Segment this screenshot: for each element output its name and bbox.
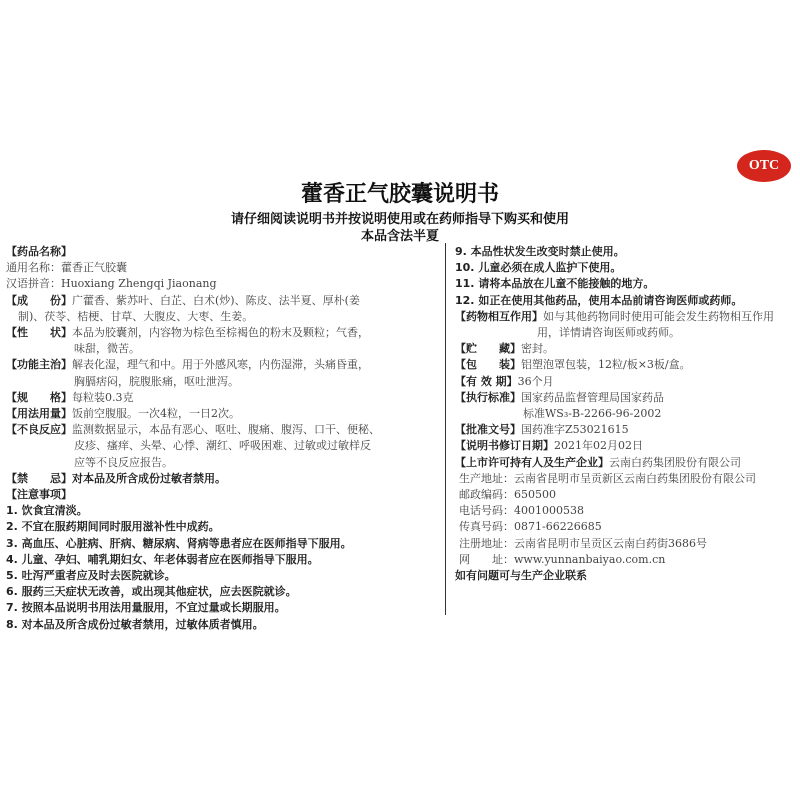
registered-address-value: 云南省昆明市呈贡区云南白药街3686号 [514, 536, 707, 550]
contact-note: 如有问题可与生产企业联系 [455, 569, 587, 583]
adverse-label: 【不良反应】 [6, 423, 72, 437]
package-label: 【包 装】 [455, 358, 521, 372]
usage-label: 【用法用量】 [6, 407, 72, 421]
otc-badge: OTC [737, 150, 791, 182]
ingredients-label: 【成 份】 [6, 293, 72, 307]
package-value: 铝塑泡罩包装，12粒/板×3板/盒。 [521, 358, 691, 372]
column-divider [445, 243, 446, 615]
interaction-label: 【药物相互作用】 [455, 309, 543, 323]
revision-date-value: 2021年02月02日 [554, 439, 643, 453]
precaution-item: 8. 对本品及所含成份过敏者禁用，过敏体质者慎用。 [6, 617, 264, 631]
website-label: 网 址： [459, 552, 514, 566]
precaution-item: 9. 本品性状发生改变时禁止使用。 [455, 245, 625, 258]
precaution-item: 10. 儿童必须在成人监护下使用。 [455, 261, 622, 275]
ingredients-line: 广藿香、紫苏叶、白芷、白术(炒)、陈皮、法半夏、厚朴(姜 [72, 293, 360, 307]
approval-value: 国药准字Z53021615 [521, 423, 629, 437]
precaution-item: 6. 服药三天症状无改善，或出现其他症状，应去医院就诊。 [6, 585, 297, 599]
usage-value: 饭前空腹服。一次4粒，一日2次。 [72, 407, 240, 421]
standard-label: 【执行标准】 [455, 390, 521, 404]
adverse-line: 皮疹、瘙痒、头晕、心悸、潮红、呼吸困难、过敏或过敏样反 [74, 439, 371, 453]
registered-address-label: 注册地址： [459, 536, 514, 550]
properties-label: 【性 状】 [6, 326, 72, 340]
adverse-line: 应等不良反应报告。 [74, 455, 173, 469]
precaution-item: 2. 不宜在服药期间同时服用滋补性中成药。 [6, 520, 220, 534]
precaution-item: 11. 请将本品放在儿童不能接触的地方。 [455, 277, 655, 291]
contraindications-value: 对本品及所含成份过敏者禁用。 [72, 471, 226, 485]
storage-label: 【贮 藏】 [455, 342, 521, 356]
drug-name-label: 【药品名称】 [6, 245, 72, 258]
properties-line: 味甜，微苦。 [74, 342, 140, 356]
adverse-line: 监测数据显示，本品有恶心、呕吐、腹痛、腹泻、口干、便秘、 [72, 423, 380, 437]
spec-value: 每粒装0.3克 [72, 390, 134, 404]
postal-value: 650500 [514, 488, 556, 502]
fax-label: 传真号码： [459, 520, 514, 534]
expiry-value: 36个月 [517, 374, 554, 388]
function-line: 解表化湿，理气和中。用于外感风寒，内伤湿滞，头痛昏重， [72, 358, 369, 372]
phone-value: 4001000538 [514, 504, 584, 518]
left-column [6, 244, 438, 633]
common-name: 通用名称：藿香正气胶囊 [6, 261, 127, 275]
address-value: 云南省昆明市呈贡新区云南白药集团股份有限公司 [514, 471, 756, 485]
standard-line: 标准WS₃-B-2266-96-2002 [523, 407, 662, 421]
spec-label: 【规 格】 [6, 390, 72, 404]
phone-label: 电话号码： [459, 504, 514, 518]
precautions-label: 【注意事项】 [6, 488, 72, 502]
document-title: 藿香正气胶囊说明书 [300, 181, 499, 207]
fax-value: 0871-66226685 [514, 520, 602, 534]
pinyin-name: 汉语拼音：Huoxiang Zhengqi Jiaonang [6, 277, 217, 291]
contains-notice: 本品含法半夏 [360, 229, 439, 244]
function-line: 胸膈痞闷，脘腹胀痛，呕吐泄泻。 [74, 374, 239, 388]
expiry-label: 【有 效 期】 [455, 374, 518, 388]
precaution-item: 3. 高血压、心脏病、肝病、糖尿病、肾病等患者应在医师指导下服用。 [6, 536, 352, 550]
right-column [455, 244, 795, 584]
website-value: www.yunnanbaiyao.com.cn [514, 552, 666, 566]
approval-label: 【批准文号】 [455, 423, 521, 437]
precaution-item: 1. 饮食宜清淡。 [6, 504, 88, 518]
precaution-item: 12. 如正在使用其他药品，使用本品前请咨询医师或药师。 [455, 293, 743, 307]
interaction-line: 用，详情请咨询医师或药师。 [537, 326, 680, 340]
precaution-item: 5. 吐泻严重者应及时去医院就诊。 [6, 569, 176, 583]
address-label: 生产地址： [459, 471, 514, 485]
ingredients-line: 制)、茯苓、桔梗、甘草、大腹皮、大枣、生姜。 [18, 309, 254, 323]
postal-label: 邮政编码： [459, 488, 514, 502]
interaction-line: 如与其他药物同时使用可能会发生药物相互作用 [543, 309, 774, 323]
precaution-item: 4. 儿童、孕妇、哺乳期妇女、年老体弱者应在医师指导下服用。 [6, 552, 319, 566]
function-label: 【功能主治】 [6, 358, 72, 372]
revision-date-label: 【说明书修订日期】 [455, 439, 554, 453]
properties-line: 本品为胶囊剂，内容物为棕色至棕褐色的粉末及颗粒；气香， [72, 326, 369, 340]
contraindications-label: 【禁 忌】 [6, 471, 72, 485]
holder-label: 【上市许可持有人及生产企业】 [455, 455, 609, 469]
storage-value: 密封。 [521, 342, 554, 356]
precaution-item: 7. 按照本品说明书用法用量服用，不宜过量或长期服用。 [6, 601, 286, 615]
read-instructions-notice: 请仔细阅读说明书并按说明使用或在药师指导下购买和使用 [230, 212, 569, 227]
holder-value: 云南白药集团股份有限公司 [609, 455, 741, 469]
standard-line: 国家药品监督管理局国家药品 [521, 390, 664, 404]
